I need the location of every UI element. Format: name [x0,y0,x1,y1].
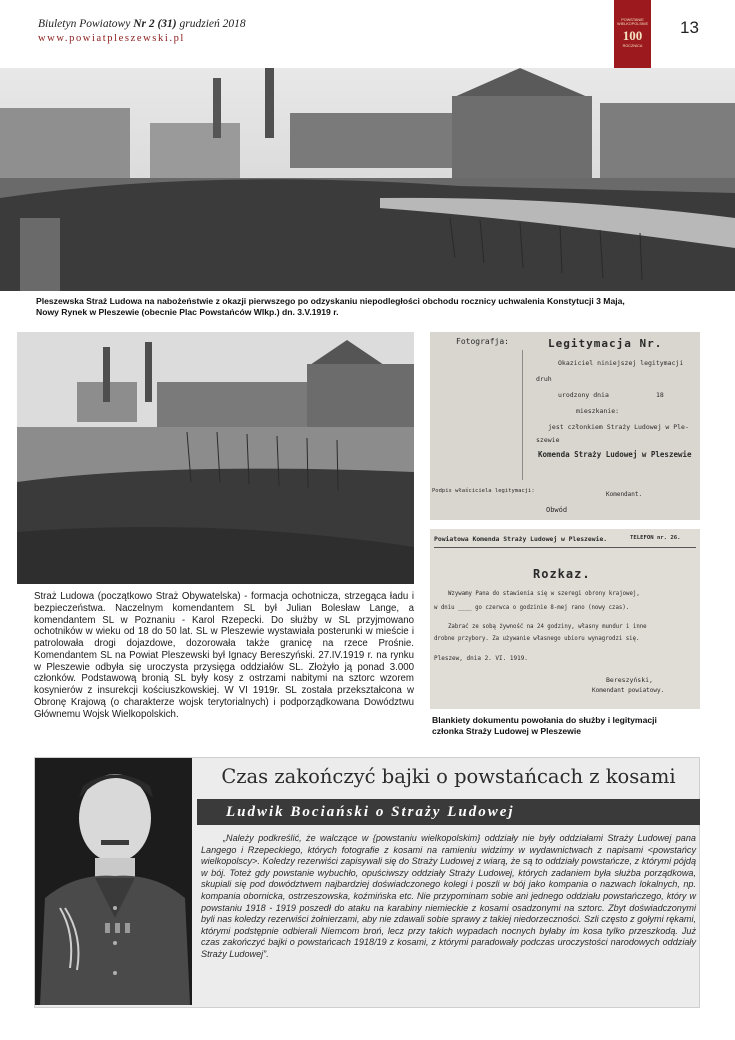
photo1-caption: Pleszewska Straż Ludowa na nabożeństwie z okazji pierwszego po odzyskaniu niepodległości obchodu rocznicy uchwalenia Konstytucji 3 Maja, Nowy Rynek w Pleszewie (obecnie Plac Powstańców Wlkp.) dn. 3.V.1919 r. [36,296,625,317]
rozkaz-line5: Pleszew, dnia 2. VI. 1919. [434,655,528,662]
rozkaz-divider [434,547,696,548]
rozkaz-title: Rozkaz. [533,567,591,581]
legitymacja-line2: druh [536,375,552,383]
rozkaz-line2: w dniu ____ go czerwca o godzinie 8-mej rano (nowy czas). [434,605,630,611]
rozkaz-line3: Zabrać ze sobą żywność na 24 godziny, własny mundur i inne [448,624,647,630]
rozkaz-line1: Wzywamy Pana do stawienia się w szeregi obrony krajowej, [448,591,640,597]
legitymacja-line4: mieszkanie: [576,407,620,415]
article-body: Straż Ludowa (początkowo Straż Obywatelska) - formacja ochotnicza, strzegąca ładu i bezpieczeństwa. Naczelnym komendantem SL był Julian Bolesław Lange, a komendantem SL w Poznaniu - Karol Rzepecki. Do służby w SL przyjmowano ochotników w wieku od 18 do 50 lat. SL w Pleszewie wystawiała posterunki w mieście i patrolowała drogi dojazdowe, dozorowała także granicę na rzece Prośnie. Komendantem SL na Powiat Pleszewski był Ignacy Bereszyński. 27.IV.1919 r. na rynku w Pleszewie odbyła się uroczysta przysięga oddziałów SL. Złożyło ją ponad 3.000 członków. Podstawową bronią SL były kosy z ostrzami nabitymi na sztorc wzorem kosynierów z insurekcji kościuszkowskiej. W VI 1919r. SL została przekształcona w Obronę Krajową (o charakterze wojsk terytorialnych) i podporządkowana Dowództwu Głównemu Wojsk Wielkopolskich. [34,591,414,720]
issue-number: Nr 2 (31) [133,18,177,30]
badge-number: 100 [622,28,643,43]
legitymacja-line3: urodzony dnia [558,391,609,399]
legitymacja-line6: szewie [536,436,560,444]
legitymacja-title: Legitymacja Nr. [548,337,663,350]
badge-top-text: POWSTANIE WIELKOPOLSKIE [616,18,649,27]
photo-oath-ceremony [17,332,414,584]
legitymacja-obwod: Obwód [546,506,568,514]
document-legitymacja [430,332,700,520]
doc-photo-box [452,350,523,480]
publication-title: Biuletyn Powiatowy Nr 2 (31) grudzień 2018 [38,18,246,30]
rozkaz-sign2: Komendant powiatowy. [592,687,665,694]
legitymacja-stamp: Komenda Straży Ludowej w Pleszewie [538,450,692,459]
legitymacja-komendant: Komendant. [606,491,643,498]
rozkaz-line4: drobne przybory. Za używanie własnego ubioru wynagrodzi się. [434,636,640,642]
legitymacja-line1: Okaziciel niniejszej legitymacji [558,359,684,367]
legitymacja-line3-year: 18 [656,391,664,399]
doc-fotografja-label: Fotografja: [456,337,509,346]
documents-caption: Blankiety dokumentu powołania do służby i legitymacji członka Straży Ludowej w Pleszewie [432,715,657,736]
badge-bottom-text: ROCZNICA [622,44,643,48]
quote-body: „Należy podkreślić, że walczące w {powstaniu wielkopolskim} oddziały nie były oddziałami Straży Ludowej pana Langego i Rzepeckiego, których fotografie z kosami na ramieniu widzimy w wydawnictwach z napisami <powstańcy wielkopolscy>. Koledzy rezerwiści zapisywali się do Straży Ludowej z wiarą, że są to oddziały powstańcze, z którymi pójdą w bój. Toteż gdy powstanie wybuchło, opuściwszy oddziały Straży Ludowej, których zadaniem była służba porządkowa, skupiali się pod dowództwem najbardziej doświadczonego kolegi i poszli w bój jako kompania o nazwach lokalnych, np. kompania obornicka, ostrzeszowska, koźmińska etc. Nie przypominam sobie ani jednego oddziału powstańczego, który w powstaniu 1918 - 1919 poszedł do ataku na karabiny niemieckie z kosami osadzonymi na sztorc. Zbyt doświadczonymi byli nas koledzy rezerwiści żołnierzami, aby nie zdawali sobie sprawy z takiej niedorzeczności. Szli często z gołymi rękami, którymi podstępnie odbierali Niemcom broń, lecz przy takich wypadach nocnych byłaby im kosa tylko przeszkodą. Już czas zakończyć bajki o powstańcach 1918/19 z kosami, z którymi paradowały podczas uroczystości narodowych oddziały Straży Ludowej”. [201,833,696,959]
page-number: 13 [680,18,699,37]
anniversary-badge [614,0,651,68]
portrait-ludwik-bocianski [35,758,192,1005]
quote-title: Czas zakończyć bajki o powstańcach z kosami [221,765,676,788]
photo-town-square-ceremony [0,68,735,291]
rozkaz-header-right: TELEFON nr. 26. [630,535,681,541]
legitymacja-line5: jest członkiem Straży Ludowej w Ple- [548,423,689,431]
quote-subtitle: Ludwik Bociański o Straży Ludowej [226,804,515,820]
rozkaz-header-left: Powiatowa Komenda Straży Ludowej w Pleszewie. [434,535,608,543]
rozkaz-sign1: Bereszyński, [606,676,653,684]
document-rozkaz [430,529,700,709]
website-url[interactable]: www.powiatpleszewski.pl [38,33,185,44]
legitymacja-podpis: Podpis właściciela legitymacji: [432,488,535,494]
